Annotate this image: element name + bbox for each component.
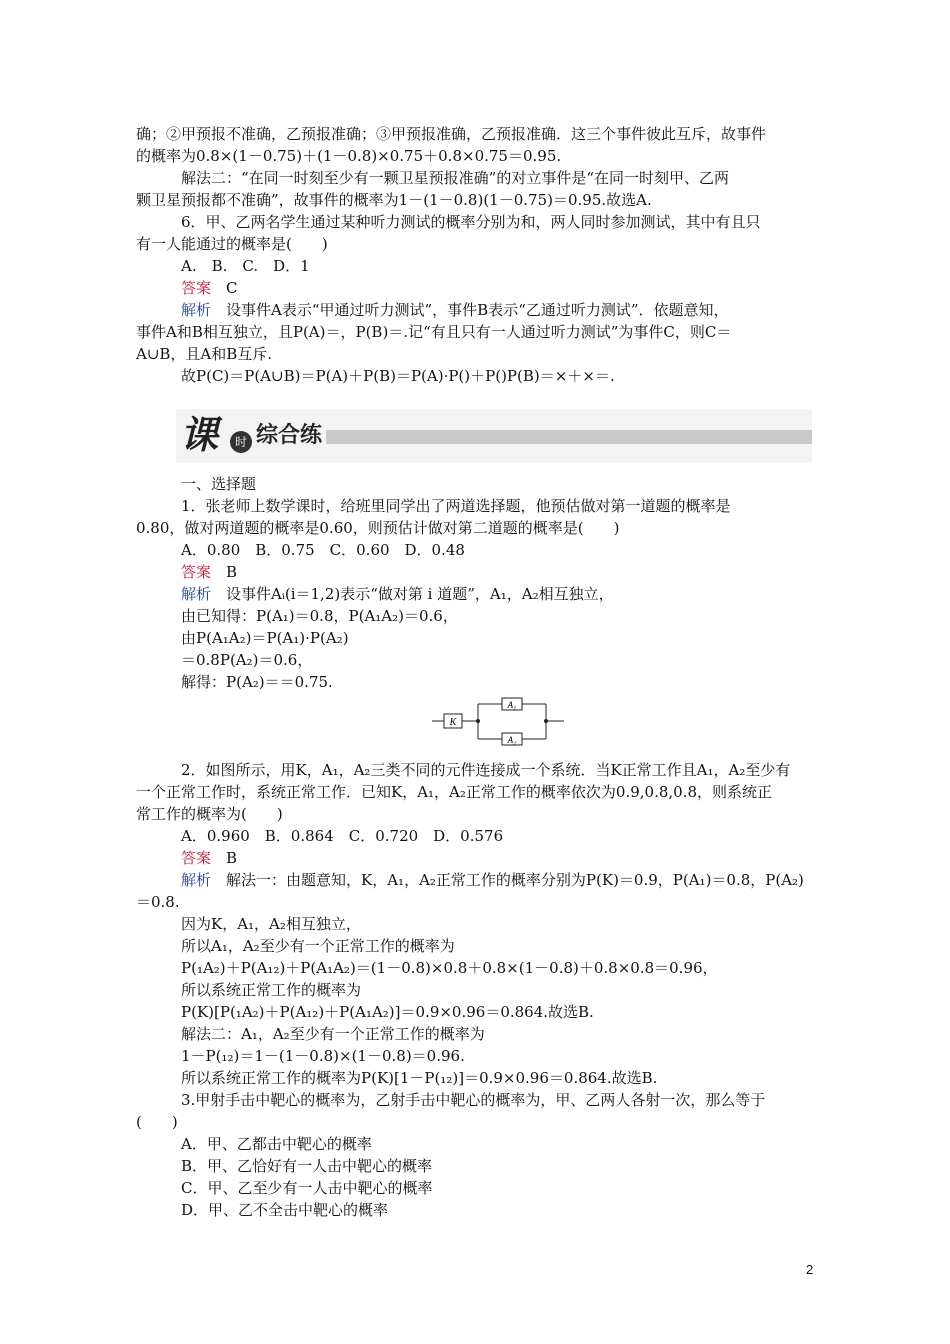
analysis-label: 解析 — [181, 585, 212, 603]
text-line: 所以A₁，A₂至少有一个正常工作的概率为 — [181, 937, 455, 955]
text-line: ＝0.8. — [136, 893, 180, 911]
text-line: 确；②甲预报不准确，乙预报准确；③甲预报准确，乙预报准确．这三个事件彼此互斥，故事件 — [136, 125, 767, 143]
analysis-line — [181, 300, 729, 320]
analysis-text: 解法一：由题意知，K，A₁，A₂正常工作的概率分别为P(K)＝0.9，P(A₁)＝0.8，P(A₂) — [211, 871, 804, 889]
text-line: 由P(A₁A₂)＝P(A₁)·P(A₂) — [181, 629, 349, 647]
page-number: 2 — [806, 1262, 814, 1277]
text-line: P(₁A₂)＋P(A₁₂)＋P(A₁A₂)＝(1－0.8)×0.8＋0.8×(1－0.8)＋0.8×0.8＝0.96， — [181, 959, 718, 977]
option-d: D．甲、乙不全击中靶心的概率 — [181, 1201, 389, 1219]
circuit-a2-label: A₂ — [507, 735, 517, 745]
answer-line — [181, 278, 238, 298]
text-line: 2．如图所示，用K，A₁，A₂三类不同的元件连接成一个系统．当K正常工作且A₁，A₂至少有 — [181, 761, 791, 779]
section-heading: 一、选择题 — [181, 475, 257, 493]
answer-label: 答案 — [181, 563, 212, 581]
text-line: ( ) — [136, 1113, 178, 1131]
answer-label: 答案 — [181, 279, 212, 297]
text-line: 解法二：A₁，A₂至少有一个正常工作的概率为 — [181, 1025, 485, 1043]
answer-line — [181, 562, 237, 582]
analysis-text: 设事件Aᵢ(i＝1,2)表示“做对第 i 道题”，A₁，A₂相互独立， — [211, 585, 614, 603]
option-c: C．甲、乙至少有一人击中靶心的概率 — [181, 1179, 433, 1197]
answer-value: B — [211, 849, 238, 867]
section-banner — [176, 409, 812, 463]
analysis-line — [181, 584, 614, 604]
text-line: 事件A和B相互独立，且P(A)＝，P(B)＝.记“有且只有一人通过听力测试”为事件C，则C＝ — [136, 323, 732, 341]
text-line: A∪B，且A和B互斥. — [136, 345, 273, 363]
analysis-text: 设事件A表示“甲通过听力测试”，事件B表示“乙通过听力测试”．依题意知， — [211, 301, 729, 319]
text-line: 1．张老师上数学课时，给班里同学出了两道选择题，他预估做对第一道题的概率是 — [181, 497, 731, 515]
text-line: ＝0.8P(A₂)＝0.6， — [181, 651, 313, 669]
banner-bar — [326, 430, 812, 444]
answer-label: 答案 — [181, 849, 212, 867]
circuit-a1-label: A₁ — [507, 700, 517, 710]
options-line: A．0.80 B．0.75 C．0.60 D．0.48 — [181, 541, 465, 559]
text-line: 因为K，A₁，A₂相互独立， — [181, 915, 361, 933]
text-line: 常工作的概率为( ) — [136, 805, 283, 823]
text-line: 解得：P(A₂)＝＝0.75. — [181, 673, 333, 691]
analysis-label: 解析 — [181, 301, 212, 319]
banner-shi: 时 — [230, 431, 252, 453]
text-line: 的概率为0.8×(1－0.75)＋(1－0.8)×0.75＋0.8×0.75＝0.95. — [136, 147, 562, 165]
text-line: 所以系统正常工作的概率为P(K)[1－P(₁₂)]＝0.9×0.96＝0.864.故选B. — [181, 1069, 658, 1087]
text-line: 有一人能通过的概率是( ) — [136, 235, 328, 253]
text-line: 0.80，做对两道题的概率是0.60，则预估计做对第二道题的概率是( ) — [136, 519, 620, 537]
answer-line — [181, 848, 237, 868]
options-line: A．0.960 B．0.864 C．0.720 D．0.576 — [181, 827, 504, 845]
text-line: 故P(C)＝P(A∪B)＝P(A)＋P(B)＝P(A)·P()＋P()P(B)＝×＋×＝. — [181, 367, 615, 385]
text-line: 颗卫星预报都不准确”，故事件的概率为1－(1－0.8)(1－0.75)＝0.95.故选A. — [136, 191, 652, 209]
text-line: 6．甲、乙两名学生通过某种听力测试的概率分别为和，两人同时参加测试，其中有且只 — [181, 213, 761, 231]
text-line: P(K)[P(₁A₂)＋P(A₁₂)＋P(A₁A₂)]＝0.9×0.96＝0.864.故选B. — [181, 1003, 594, 1021]
analysis-line — [181, 870, 804, 890]
text-line: 由已知得：P(A₁)＝0.8，P(A₁A₂)＝0.6， — [181, 607, 458, 625]
analysis-label: 解析 — [181, 871, 212, 889]
option-a: A．甲、乙都击中靶心的概率 — [181, 1135, 372, 1153]
circuit-diagram — [432, 690, 564, 750]
banner-title: 综合练 — [256, 423, 323, 448]
text-line: 解法二：“在同一时刻至少有一颗卫星预报准确”的对立事件是“在同一时刻甲、乙两 — [181, 169, 730, 187]
answer-value: B — [211, 563, 238, 581]
banner-ke: 课 — [180, 412, 219, 457]
text-line: 一个正常工作时，系统正常工作．已知K，A₁，A₂正常工作的概率依次为0.9,0.8,0.8，则系统正 — [136, 783, 773, 801]
text-line: 所以系统正常工作的概率为 — [181, 981, 362, 999]
text-line: 3.甲射手击中靶心的概率为，乙射手击中靶心的概率为，甲、乙两人各射一次，那么等于 — [181, 1091, 766, 1109]
text-line: 1－P(₁₂)＝1－(1－0.8)×(1－0.8)＝0.96. — [181, 1047, 465, 1065]
options-line: A. B. C. D．1 — [181, 257, 310, 275]
circuit-k-label: K — [449, 717, 457, 728]
answer-value: C — [211, 279, 238, 297]
option-b: B．甲、乙恰好有一人击中靶心的概率 — [181, 1157, 433, 1175]
